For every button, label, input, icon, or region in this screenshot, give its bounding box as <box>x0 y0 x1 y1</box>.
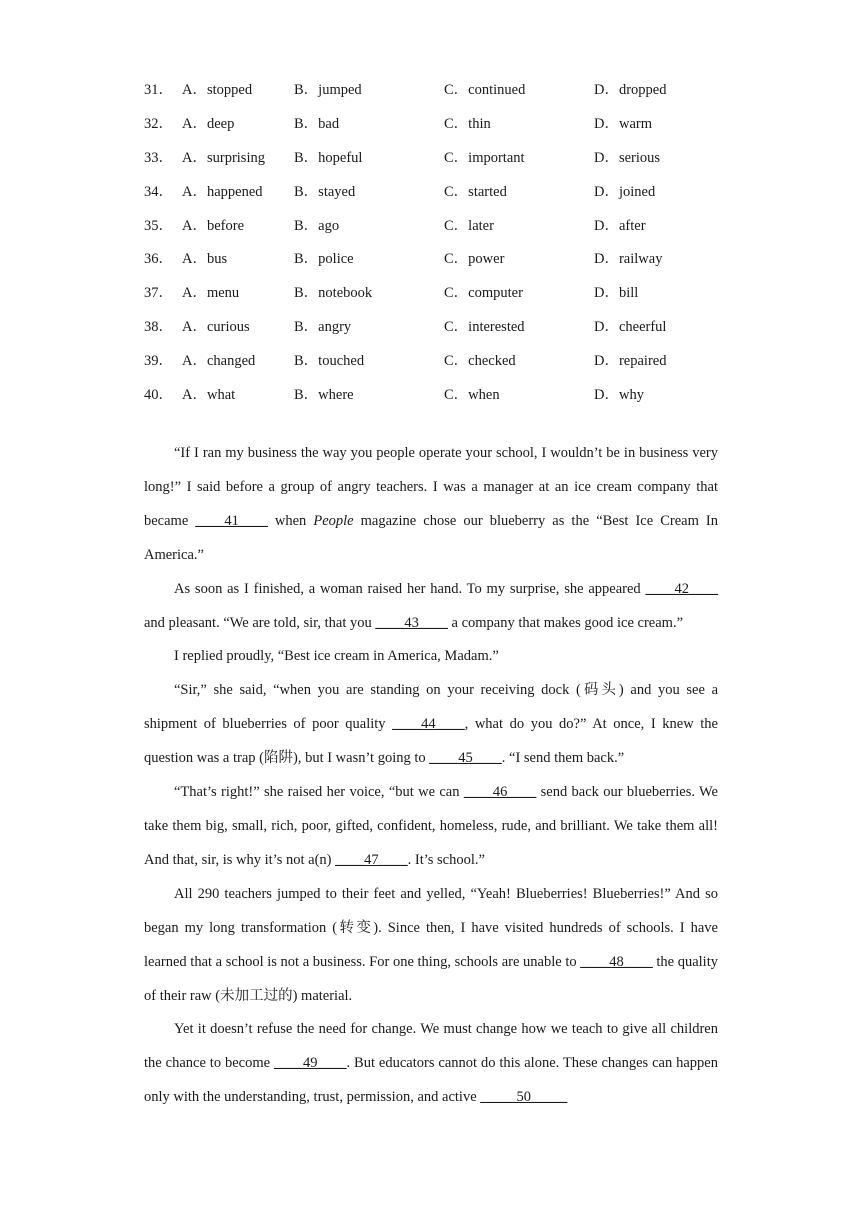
option-a: A．menu <box>182 285 240 302</box>
question-row <box>144 72 744 106</box>
question-number: 39． <box>144 352 173 369</box>
option-c: C．when <box>444 386 500 403</box>
option-a: A．surprising <box>182 149 265 166</box>
option-a: A．changed <box>182 352 256 369</box>
paragraph: All 290 teachers jumped to their feet and yelled, “Yeah! Blueberries! Blueberries!” And so began my long transformation (转变). Since then, I have visited hundreds of schools. I have learned that a school is not a business. For one thing, schools are unable to ____48____ the quality of their raw (未加工过的) material. <box>144 885 718 1004</box>
paragraph: “Sir,” she said, “when you are standing on your receiving dock (码头) and you see a shipment of blueberries of poor quality ____44____, what do you do?” At once, I knew the question was a trap (陷阱), but I wasn’t going to ____45____. “I send them back.” <box>144 682 718 767</box>
paragraph: “That’s right!” she raised her voice, “but we can ____46____ send back our blueberries. We take them big, small, rich, poor, gifted, confident, homeless, rude, and brilliant. We take them all! And that, sir, is why it’s not a(n) ____47____. It’s school.” <box>144 784 718 868</box>
option-c: C．power <box>444 251 505 268</box>
blank-44: ____44____ <box>392 716 465 733</box>
question-row <box>144 207 744 241</box>
blank-42: ____42____ <box>645 580 718 597</box>
option-b: B．where <box>294 386 354 403</box>
option-a: A．before <box>182 217 245 234</box>
question-row <box>144 106 744 140</box>
option-a: A．deep <box>182 116 235 133</box>
option-d: D．joined <box>594 183 656 200</box>
option-d: D．dropped <box>594 82 667 99</box>
question-number: 37． <box>144 285 173 302</box>
option-d: D．bill <box>594 285 639 302</box>
option-c: C．continued <box>444 82 526 99</box>
option-c: C．checked <box>444 352 516 369</box>
blank-50: _____50_____ <box>480 1089 568 1106</box>
option-b: B．touched <box>294 352 365 369</box>
blank-49: ____49____ <box>274 1055 347 1072</box>
option-a: A．stopped <box>182 82 253 99</box>
question-row <box>144 173 744 207</box>
option-d: D．after <box>594 217 646 234</box>
option-d: D．repaired <box>594 352 667 369</box>
blank-48: ____48____ <box>580 953 653 970</box>
option-a: A．bus <box>182 251 228 268</box>
option-a: A．happened <box>182 183 263 200</box>
option-d: D．why <box>594 386 644 403</box>
blank-47: ____47____ <box>335 851 408 868</box>
option-b: B．stayed <box>294 183 356 200</box>
question-row <box>144 342 744 376</box>
option-b: B．bad <box>294 116 340 133</box>
option-c: C．interested <box>444 318 525 335</box>
option-b: B．police <box>294 251 354 268</box>
option-c: C．computer <box>444 285 523 302</box>
question-number: 35． <box>144 217 173 234</box>
blank-46: ____46____ <box>463 784 537 801</box>
question-row <box>144 376 744 410</box>
question-number: 33． <box>144 149 173 166</box>
option-b: B．hopeful <box>294 149 363 166</box>
options-list <box>144 72 744 410</box>
option-c: C．started <box>444 183 507 200</box>
option-d: D．cheerful <box>594 318 667 335</box>
option-d: D．serious <box>594 149 661 166</box>
option-a: A．what <box>182 386 236 403</box>
blank-43: ____43____ <box>375 614 448 631</box>
option-c: C．later <box>444 217 494 234</box>
paragraph: I replied proudly, “Best ice cream in America, Madam.” <box>174 648 499 665</box>
question-number: 31． <box>144 82 173 99</box>
passage <box>144 437 718 1115</box>
question-number: 32． <box>144 116 173 133</box>
option-d: D．warm <box>594 116 652 133</box>
question-number: 36． <box>144 251 173 268</box>
option-c: C．thin <box>444 116 491 133</box>
option-a: A．curious <box>182 318 250 335</box>
option-b: B．angry <box>294 318 352 335</box>
question-number: 38． <box>144 318 173 335</box>
question-row <box>144 241 744 275</box>
question-row <box>144 140 744 174</box>
paragraph: As soon as I finished, a woman raised her hand. To my surprise, she appeared ____42____ and pleasant. “We are told, sir, that you ____43____ a company that makes good ice cream.” <box>144 580 718 631</box>
question-row <box>144 309 744 343</box>
option-c: C．important <box>444 149 525 166</box>
question-row <box>144 275 744 309</box>
question-number: 34． <box>144 183 173 200</box>
option-b: B．notebook <box>294 285 373 302</box>
blank-41: ____41____ <box>195 512 268 529</box>
blank-45: ____45____ <box>429 750 502 767</box>
option-d: D．railway <box>594 251 663 268</box>
question-number: 40． <box>144 386 173 403</box>
paragraph: Yet it doesn’t refuse the need for change. We must change how we teach to give all children the chance to become ____49____. But educators cannot do this alone. These changes can happen only with the understanding, trust, permission, and active _____50_____ <box>144 1021 718 1106</box>
option-b: B．jumped <box>294 82 362 99</box>
magazine-name: People <box>313 512 354 529</box>
paragraph: “If I ran my business the way you people operate your school, I wouldn’t be in business very long!” I said before a group of angry teachers. I was a manager at an ice cream company that became ____41____ when People magazine chose our blueberry as the “Best Ice Cream In America.” <box>144 445 718 563</box>
option-b: B．ago <box>294 217 340 234</box>
